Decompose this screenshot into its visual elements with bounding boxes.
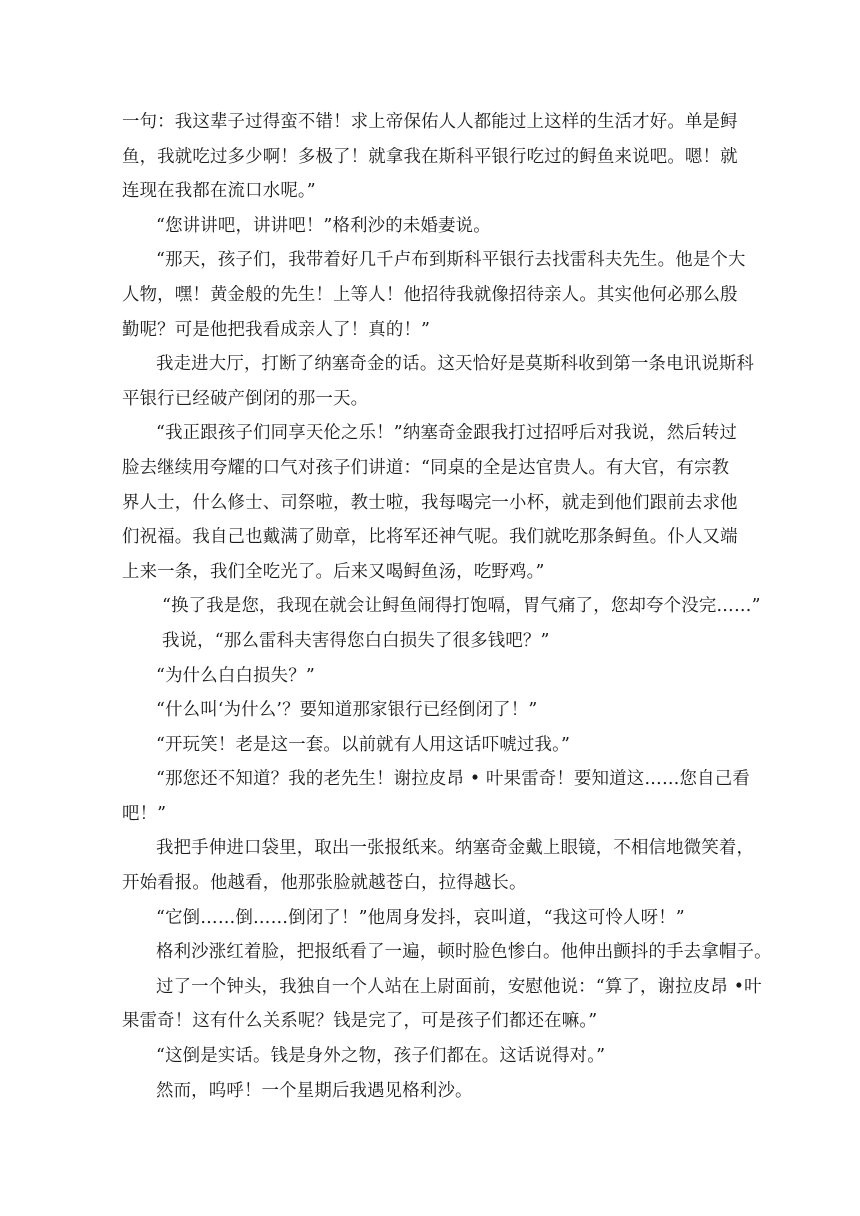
text-line: 脸去继续用夸耀的口气对孩子们讲道：“同桌的全是达官贵人。有大官，有宗教 (122, 457, 730, 478)
text-line: 开始看报。他越看，他那张脸就越苍白，拉得越长。 (122, 873, 527, 894)
text-line: 然而，呜呼！一个星期后我遇见格利沙。 (156, 1080, 473, 1101)
story-text (122, 105, 772, 1108)
text-line: 过了一个钟头，我独自一个人站在上尉面前，安慰他说：“算了，谢拉皮昂 •叶 (156, 976, 762, 997)
text-line: “您讲讲吧，讲讲吧！”格利沙的未婚妻说。 (156, 215, 491, 236)
text-line: 我把手伸进口袋里，取出一张报纸来。纳塞奇金戴上眼镜，不相信地微笑着， (156, 838, 755, 859)
text-line: 连现在我都在流口水呢。” (122, 181, 316, 202)
text-line: “为什么白白损失？” (156, 665, 315, 686)
text-line: 们祝福。我自己也戴满了勋章，比将军还神气呢。我们就吃那条鲟鱼。仆人又端 (122, 527, 738, 548)
text-line: “开玩笑！老是这一套。以前就有人用这话吓唬过我。” (156, 734, 571, 755)
text-line: “换了我是您，我现在就会让鲟鱼闹得打饱嗝，胃气痛了，您却夸个没完……” (162, 596, 761, 617)
text-line: 平银行已经破产倒闭的那一天。 (122, 388, 369, 409)
text-line: 我说，“那么雷科夫害得您白白损失了很多钱吧？” (162, 630, 550, 651)
text-line: “那天，孩子们，我带着好几千卢布到斯科平银行去找雷科夫先生。他是个大 (156, 250, 746, 271)
text-line: 勤呢？可是他把我看成亲人了！真的！” (122, 319, 431, 340)
text-line: “什么叫‘为什么’？要知道那家银行已经倒闭了！” (156, 700, 538, 721)
text-line: 一句：我这辈子过得蛮不错！求上帝保佑人人都能过上这样的生活才好。单是鲟 (122, 112, 738, 132)
text-line: “这倒是实话。钱是身外之物，孩子们都在。这话说得对。” (156, 1046, 606, 1067)
text-line: “我正跟孩子们同享天伦之乐！”纳塞奇金跟我打过招呼后对我说，然后转过 (156, 423, 738, 444)
text-line: 吧！” (122, 803, 167, 824)
text-line: 格利沙涨红着脸，把报纸看了一遍，顿时脸色惨白。他伸出颤抖的手去拿帽子。 (156, 942, 772, 963)
text-line: 人物，嘿！黄金般的先生！上等人！他招待我就像招待亲人。其实他何必那么殷 (122, 284, 738, 305)
text-line: 上来一条，我们全吃光了。后来又喝鲟鱼汤，吃野鸡。” (122, 561, 545, 582)
text-line: “那您还不知道？我的老先生！谢拉皮昂 • 叶果雷奇！要知道这……您自己看 (156, 769, 750, 790)
text-line: 界人士，什么修士、司祭啦，教士啦，我每喝完一小杯，就走到他们跟前去求他 (122, 492, 738, 513)
text-line: “它倒……倒……倒闭了！”他周身发抖，哀叫道，“我这可怜人呀！” (156, 907, 685, 928)
text-line: 鱼，我就吃过多少啊！多极了！就拿我在斯科平银行吃过的鲟鱼来说吧。嗯！就 (122, 146, 738, 167)
text-line: 我走进大厅，打断了纳塞奇金的话。这天恰好是莫斯科收到第一条电讯说斯科 (156, 354, 755, 375)
text-line: 果雷奇！这有什么关系呢？钱是完了，可是孩子们都还在嘛。” (122, 1011, 598, 1032)
